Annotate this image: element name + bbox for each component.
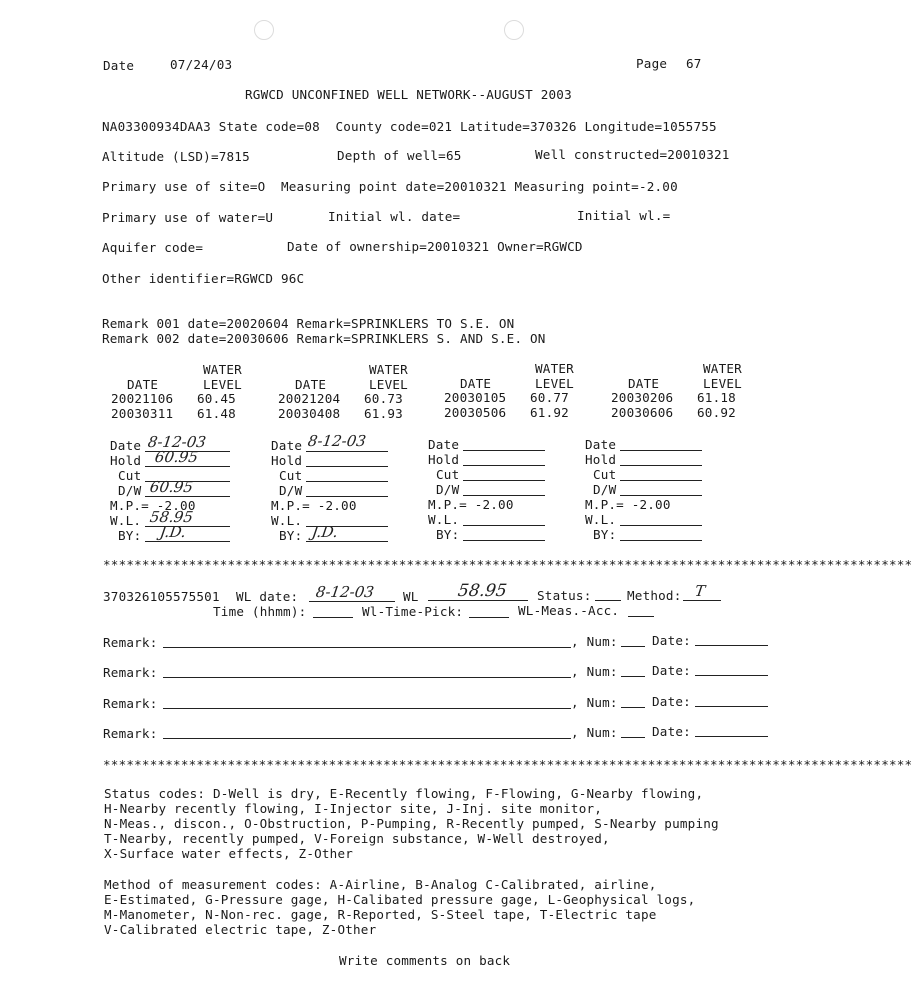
num-line[interactable] bbox=[621, 737, 645, 738]
entry-hold-label: Hold bbox=[110, 453, 142, 468]
remark-date-label: Date: bbox=[652, 633, 691, 648]
remark-date-line[interactable] bbox=[695, 675, 768, 676]
num-label: , Num: bbox=[571, 634, 618, 649]
entry-date-value: 8-12-03 bbox=[306, 432, 368, 450]
entry-by-line[interactable] bbox=[145, 541, 230, 542]
entry-date-value: 8-12-03 bbox=[146, 433, 208, 451]
level-value: 60.77 bbox=[530, 390, 569, 405]
entry-dw-line[interactable] bbox=[620, 495, 702, 496]
aquifer-code: Aquifer code= bbox=[102, 240, 204, 255]
wl-time-pick-label: Wl-Time-Pick: bbox=[362, 604, 464, 619]
water-header: WATER bbox=[369, 362, 408, 377]
time-label: Time (hhmm): bbox=[213, 604, 307, 619]
level-value: 60.92 bbox=[697, 405, 736, 420]
remark-label: Remark: bbox=[103, 665, 158, 680]
well-depth: Depth of well=65 bbox=[337, 148, 462, 163]
date-header: DATE bbox=[127, 377, 159, 392]
remark-date-label: Date: bbox=[652, 694, 691, 709]
entry-wl-label: W.L. bbox=[428, 512, 460, 527]
remark-date-label: Date: bbox=[652, 724, 691, 739]
remark-002: Remark 002 date=20030606 Remark=SPRINKLERS S. AND S.E. ON bbox=[102, 331, 546, 346]
status-line[interactable] bbox=[595, 600, 621, 601]
altitude: Altitude (LSD)=7815 bbox=[102, 149, 250, 164]
entry-mp-label: M.P.= -2.00 bbox=[428, 497, 514, 512]
method-label: Method: bbox=[627, 588, 682, 603]
remark-line[interactable] bbox=[163, 677, 571, 678]
entry-wl-value: 58.95 bbox=[148, 508, 195, 526]
num-line[interactable] bbox=[621, 646, 645, 647]
wl-date-value: 8-12-03 bbox=[314, 583, 376, 601]
entry-hold-line[interactable] bbox=[620, 465, 702, 466]
level-date: 20021204 bbox=[278, 391, 341, 406]
entry-date-label: Date bbox=[271, 438, 303, 453]
level-date: 20030206 bbox=[611, 390, 674, 405]
level-value: 60.45 bbox=[197, 391, 236, 406]
status-codes-line: N-Meas., discon., O-Obstruction, P-Pumping, R-Recently pumped, S-Nearby pumping bbox=[104, 816, 719, 831]
header-date-label: Date bbox=[103, 58, 135, 73]
entry-dw-label: D/W bbox=[436, 482, 460, 497]
level-date: 20030506 bbox=[444, 405, 507, 420]
punch-hole-right bbox=[504, 20, 524, 40]
status-codes-line: T-Nearby, recently pumped, V-Foreign substance, W-Well destroyed, bbox=[104, 831, 610, 846]
method-value: T bbox=[693, 582, 707, 600]
time-line[interactable] bbox=[313, 617, 353, 618]
wl-date-line[interactable] bbox=[309, 601, 395, 602]
level-date: 20030105 bbox=[444, 390, 507, 405]
entry-by-line[interactable] bbox=[620, 540, 702, 541]
level-header: LEVEL bbox=[703, 376, 742, 391]
level-header: LEVEL bbox=[203, 377, 242, 392]
header-page-value: 67 bbox=[686, 56, 702, 71]
entry-by-label: BY: bbox=[118, 528, 142, 543]
entry-by-label: BY: bbox=[279, 528, 303, 543]
entry-wl-label: W.L. bbox=[110, 513, 142, 528]
entry-date-line[interactable] bbox=[620, 450, 702, 451]
entry-cut-label: Cut bbox=[279, 468, 303, 483]
entry-hold-value: 60.95 bbox=[153, 448, 200, 466]
water-header: WATER bbox=[703, 361, 742, 376]
wl-meas-acc-label: WL-Meas.-Acc. bbox=[518, 603, 620, 618]
remark-line[interactable] bbox=[163, 738, 571, 739]
method-codes-line: M-Manometer, N-Non-rec. gage, R-Reported, S-Steel tape, T-Electric tape bbox=[104, 907, 657, 922]
primary-use-water: Primary use of water=U bbox=[102, 210, 274, 225]
level-value: 61.93 bbox=[364, 406, 403, 421]
entry-dw-line[interactable] bbox=[306, 496, 388, 497]
entry-mp-label: M.P.= -2.00 bbox=[585, 497, 671, 512]
entry-hold-line[interactable] bbox=[306, 466, 388, 467]
remark-label: Remark: bbox=[103, 635, 158, 650]
entry-by-label: BY: bbox=[593, 527, 617, 542]
initial-wl-date: Initial wl. date= bbox=[328, 209, 461, 224]
entry-date-line[interactable] bbox=[463, 450, 545, 451]
entry-date-label: Date bbox=[110, 438, 142, 453]
num-label: , Num: bbox=[571, 664, 618, 679]
other-identifier: Other identifier=RGWCD 96C bbox=[102, 271, 305, 286]
num-line[interactable] bbox=[621, 707, 645, 708]
header-date-value: 07/24/03 bbox=[170, 57, 233, 72]
entry-cut-label: Cut bbox=[118, 468, 142, 483]
wl-date-label: WL date: bbox=[236, 589, 299, 604]
remark-line[interactable] bbox=[163, 647, 571, 648]
entry-hold-line[interactable] bbox=[463, 465, 545, 466]
entry-date-label: Date bbox=[585, 437, 617, 452]
entry-wl-line[interactable] bbox=[463, 525, 545, 526]
site-line-1: NA03300934DAA3 State code=08 County code=021 Latitude=370326 Longitude=1055755 bbox=[102, 119, 717, 134]
num-label: , Num: bbox=[571, 695, 618, 710]
date-header: DATE bbox=[295, 377, 327, 392]
entry-by-line[interactable] bbox=[306, 541, 388, 542]
method-line[interactable] bbox=[683, 600, 721, 601]
wl-time-pick-line[interactable] bbox=[469, 617, 509, 618]
entry-cut-label: Cut bbox=[593, 467, 617, 482]
header-page-label: Page bbox=[636, 56, 668, 71]
entry-dw-line[interactable] bbox=[145, 496, 230, 497]
entry-by-value: J.D. bbox=[310, 523, 340, 541]
entry-hold-label: Hold bbox=[428, 452, 460, 467]
remark-001: Remark 001 date=20020604 Remark=SPRINKLERS TO S.E. ON bbox=[102, 316, 515, 331]
well-constructed: Well constructed=20010321 bbox=[535, 147, 730, 162]
level-value: 61.48 bbox=[197, 406, 236, 421]
remark-line[interactable] bbox=[163, 708, 571, 709]
entry-cut-line[interactable] bbox=[463, 480, 545, 481]
level-value: 61.18 bbox=[697, 390, 736, 405]
entry-hold-label: Hold bbox=[271, 453, 303, 468]
entry-cut-line[interactable] bbox=[306, 481, 388, 482]
num-line[interactable] bbox=[621, 676, 645, 677]
status-codes-line: H-Nearby recently flowing, I-Injector site, J-Inj. site monitor, bbox=[104, 801, 603, 816]
remark-date-line[interactable] bbox=[695, 645, 768, 646]
water-header: WATER bbox=[535, 361, 574, 376]
status-label: Status: bbox=[537, 588, 592, 603]
method-codes-line: V-Calibrated electric tape, Z-Other bbox=[104, 922, 377, 937]
entry-hold-label: Hold bbox=[585, 452, 617, 467]
wl-meas-acc-line[interactable] bbox=[628, 616, 654, 617]
level-date: 20030606 bbox=[611, 405, 674, 420]
star-separator-bottom: ******************************************************************************************************** bbox=[103, 757, 912, 772]
level-date: 20030408 bbox=[278, 406, 341, 421]
entry-hold-line[interactable] bbox=[145, 466, 230, 467]
entry-mp-label: M.P.= -2.00 bbox=[110, 498, 196, 513]
ownership: Date of ownership=20010321 Owner=RGWCD bbox=[287, 239, 583, 254]
status-codes-line: Status codes: D-Well is dry, E-Recently flowing, F-Flowing, G-Nearby flowing, bbox=[104, 786, 704, 801]
entry-wl-line[interactable] bbox=[620, 525, 702, 526]
remark-label: Remark: bbox=[103, 726, 158, 741]
entry-dw-value: 60.95 bbox=[148, 478, 195, 496]
entry-wl-label: W.L. bbox=[585, 512, 617, 527]
remark-label: Remark: bbox=[103, 696, 158, 711]
entry-dw-label: D/W bbox=[593, 482, 617, 497]
entry-by-value: J.D. bbox=[158, 523, 188, 541]
date-header: DATE bbox=[460, 376, 492, 391]
entry-wl-line[interactable] bbox=[145, 526, 230, 527]
entry-cut-line[interactable] bbox=[620, 480, 702, 481]
num-label: , Num: bbox=[571, 725, 618, 740]
status-codes-line: X-Surface water effects, Z-Other bbox=[104, 846, 354, 861]
method-codes-line: Method of measurement codes: A-Airline, B-Analog C-Calibrated, airline, bbox=[104, 877, 657, 892]
entry-mp-label: M.P.= -2.00 bbox=[271, 498, 357, 513]
water-header: WATER bbox=[203, 362, 242, 377]
method-codes-line: E-Estimated, G-Pressure gage, H-Calibated pressure gage, L-Geophysical logs, bbox=[104, 892, 696, 907]
remark-date-label: Date: bbox=[652, 663, 691, 678]
level-value: 61.92 bbox=[530, 405, 569, 420]
entry-by-label: BY: bbox=[436, 527, 460, 542]
entry-dw-line[interactable] bbox=[463, 495, 545, 496]
entry-by-line[interactable] bbox=[463, 540, 545, 541]
level-value: 60.73 bbox=[364, 391, 403, 406]
level-header: LEVEL bbox=[535, 376, 574, 391]
level-header: LEVEL bbox=[369, 377, 408, 392]
footer-note: Write comments on back bbox=[339, 953, 511, 968]
initial-wl: Initial wl.= bbox=[577, 208, 671, 223]
entry-wl-label: W.L. bbox=[271, 513, 303, 528]
date-header: DATE bbox=[628, 376, 660, 391]
remark-date-line[interactable] bbox=[695, 736, 768, 737]
entry-date-line[interactable] bbox=[306, 451, 388, 452]
primary-use-site: Primary use of site=O Measuring point date=20010321 Measuring point=-2.00 bbox=[102, 179, 678, 194]
page-title: RGWCD UNCONFINED WELL NETWORK--AUGUST 2003 bbox=[245, 87, 572, 102]
star-separator-top: ******************************************************************************************************** bbox=[103, 557, 912, 572]
measurement-site-id: 370326105575501 bbox=[103, 589, 220, 604]
entry-dw-label: D/W bbox=[279, 483, 303, 498]
level-date: 20021106 bbox=[111, 391, 174, 406]
entry-dw-label: D/W bbox=[118, 483, 142, 498]
entry-cut-label: Cut bbox=[436, 467, 460, 482]
wl-label: WL bbox=[403, 589, 419, 604]
entry-date-label: Date bbox=[428, 437, 460, 452]
wl-value: 58.95 bbox=[456, 581, 509, 601]
remark-date-line[interactable] bbox=[695, 706, 768, 707]
level-date: 20030311 bbox=[111, 406, 174, 421]
punch-hole-left bbox=[254, 20, 274, 40]
